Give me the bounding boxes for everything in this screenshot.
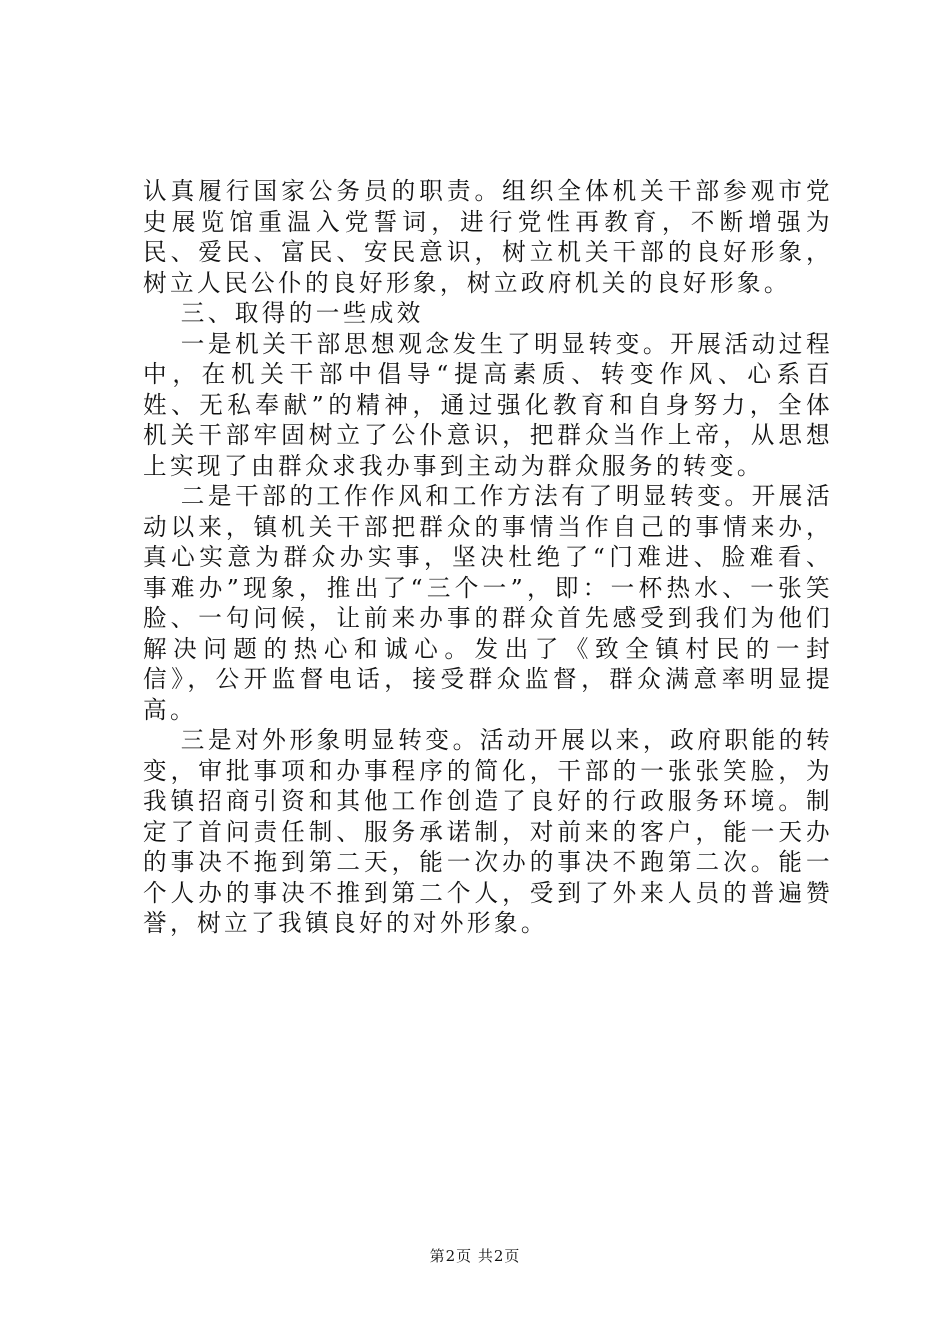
paragraph-achievement-2: 二是干部的工作作风和工作方法有了明显转变。开展活动以来，镇机关干部把群众的事情当作自己的事情来办，真心实意为群众办实事，坚决杜绝了“门难进、脸难看、事难办”现象，推出了“三个一”，即：一杯热水、一张笑脸、一句问候，让前来办事的群众首先感受到我们为他们解决问题的热心和诚心。发出了《致全镇村民的一封信》，公开监督电话，接受群众监督，群众满意率明显提高。 (143, 482, 833, 724)
document-body (143, 176, 833, 939)
paragraph-continuation: 认真履行国家公务员的职责。组织全体机关干部参观市党史展览馆重温入党誓词，进行党性再教育，不断增强为民、爱民、富民、安民意识，树立机关干部的良好形象，树立人民公仆的良好形象，树立政府机关的良好形象。 (143, 177, 833, 297)
paragraph-achievement-1: 一是机关干部思想观念发生了明显转变。开展活动过程中，在机关干部中倡导“提高素质、转变作风、心系百姓、无私奉献”的精神，通过强化教育和自身努力，全体机关干部牢固树立了公仆意识，把群众当作上帝，从思想上实现了由群众求我办事到主动为群众服务的转变。 (143, 329, 833, 480)
paragraph-achievement-3: 三是对外形象明显转变。活动开展以来，政府职能的转变，审批事项和办事程序的简化，干部的一张张笑脸，为我镇招商引资和其他工作创造了良好的行政服务环境。制定了首问责任制、服务承诺制，对前来的客户，能一天办的事决不拖到第二天，能一次办的事决不跑第二次。能一个人办的事决不推到第二个人，受到了外来人员的普遍赞誉，树立了我镇良好的对外形象。 (143, 726, 833, 937)
section-heading: 三、取得的一些成效 (180, 299, 424, 327)
page-number-footer: 第2页 共2页 (429, 1247, 521, 1265)
